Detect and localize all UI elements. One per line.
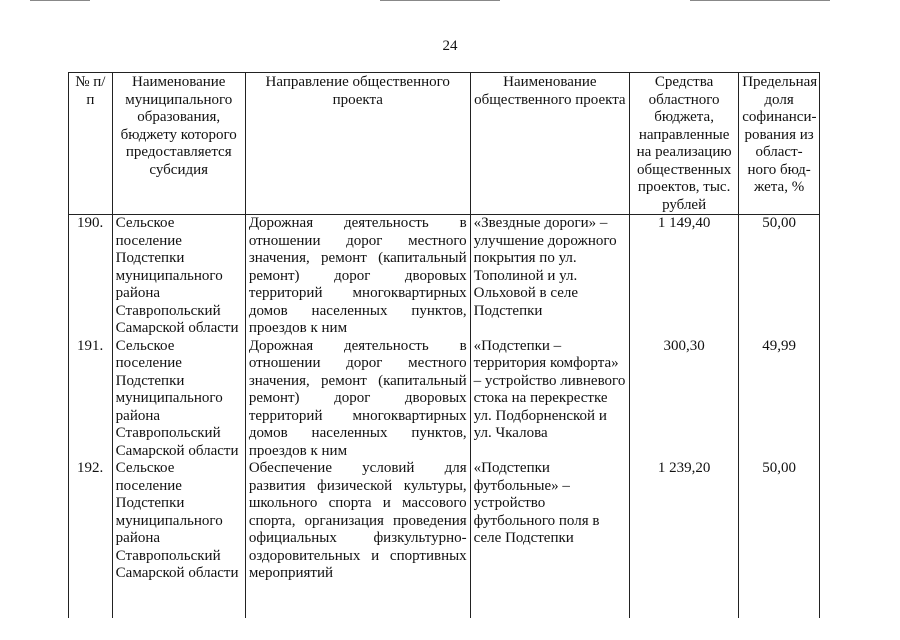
table-row bbox=[69, 460, 820, 618]
row-direction: Дорожная деятельность в отношении дорог местного значения, ремонт (капитальный ремонт) дорог дворовых территорий многоквартирных домов населенных пунктов, проездов к ним bbox=[245, 215, 470, 338]
row-number: 192. bbox=[69, 460, 113, 618]
row-project: «Звездные дороги» – улучшение дорожного покрытия по ул. Тополиной и ул. Ольховой в селе Подстепки bbox=[470, 215, 629, 338]
header-municipality: Наименование муниципального образования, бюджету которого предоставляется субсидия bbox=[112, 73, 245, 215]
scan-top-mark-center bbox=[380, 0, 500, 1]
header-cofinancing-share: Предельная доля софинанси-рования из област-ного бюд-жета, % bbox=[739, 73, 820, 215]
table-row bbox=[69, 215, 820, 338]
subsidy-table bbox=[68, 72, 820, 618]
page-number: 24 bbox=[442, 38, 458, 54]
scan-top-mark-right bbox=[690, 0, 830, 1]
row-share: 50,00 bbox=[739, 215, 820, 338]
row-municipality: Сельское поселение Подстепки муниципального района Ставропольский Самарской области bbox=[112, 460, 245, 618]
table-row bbox=[69, 338, 820, 461]
row-number: 191. bbox=[69, 338, 113, 461]
header-budget-amount: Средства областного бюджета, направленные на реализацию общественных проектов, тыс. рублей bbox=[630, 73, 739, 215]
scan-top-mark-left bbox=[30, 0, 90, 1]
row-direction: Дорожная деятельность в отношении дорог местного значения, ремонт (капитальный ремонт) дорог дворовых территорий многоквартирных домов населенных пунктов, проездов к ним bbox=[245, 338, 470, 461]
row-share: 50,00 bbox=[739, 460, 820, 618]
header-project-name: Наименование общественного проекта bbox=[470, 73, 629, 215]
header-direction: Направление общественного проекта bbox=[245, 73, 470, 215]
row-project: «Подстепки – территория комфорта» – устройство ливневого стока на перекрестке ул. Подборненской и ул. Чкалова bbox=[470, 338, 629, 461]
row-amount: 1 239,20 bbox=[630, 460, 739, 618]
header-number: № п/п bbox=[69, 73, 113, 215]
row-municipality: Сельское поселение Подстепки муниципального района Ставропольский Самарской области bbox=[112, 338, 245, 461]
row-number: 190. bbox=[69, 215, 113, 338]
row-share: 49,99 bbox=[739, 338, 820, 461]
table-header bbox=[69, 73, 820, 215]
row-municipality: Сельское поселение Подстепки муниципального района Ставропольский Самарской области bbox=[112, 215, 245, 338]
row-amount: 300,30 bbox=[630, 338, 739, 461]
row-project: «Подстепки футбольные» – устройство футбольного поля в селе Подстепки bbox=[470, 460, 629, 618]
row-direction: Обеспечение условий для развития физической культуры, школьного спорта и массового спорта, организация проведения официальных физкультурно-оздоровительных и спортивных мероприятий bbox=[245, 460, 470, 618]
row-amount: 1 149,40 bbox=[630, 215, 739, 338]
